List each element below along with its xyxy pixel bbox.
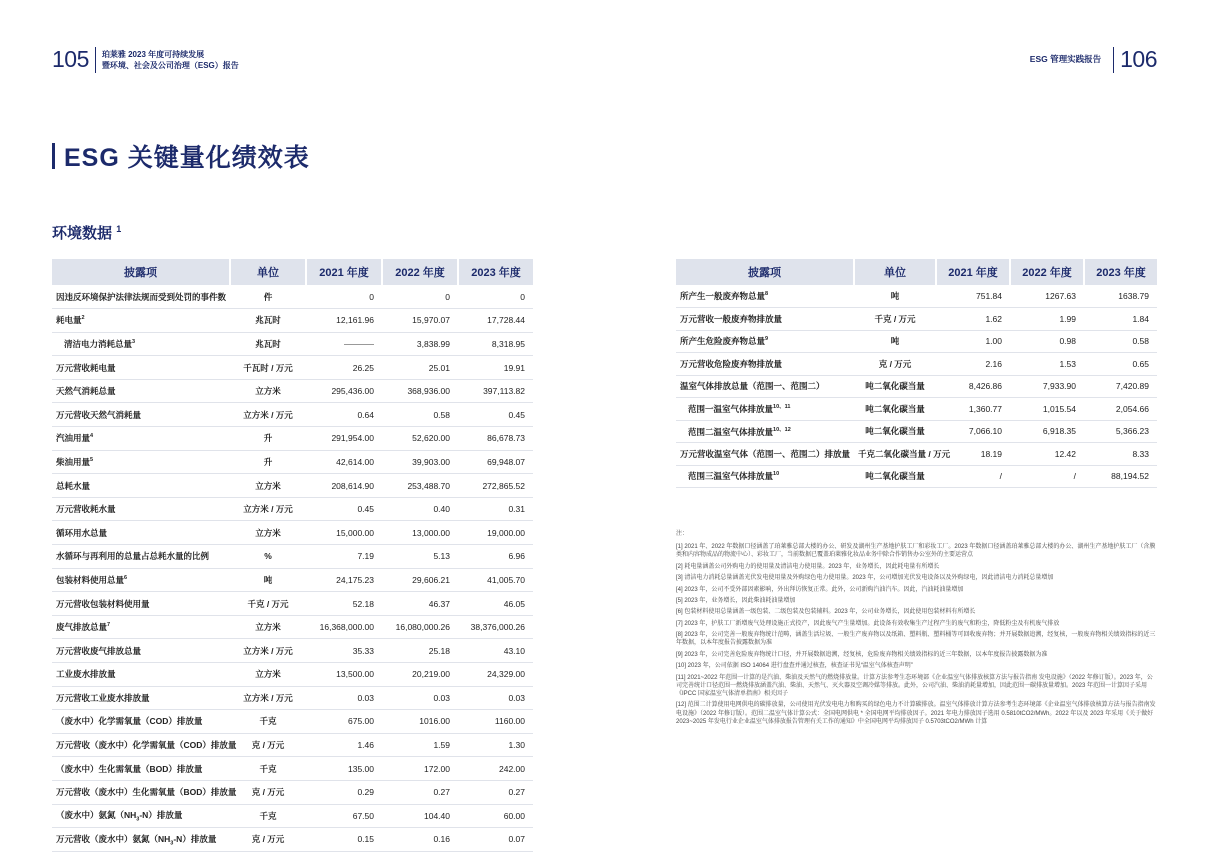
value-2021: 0.29 <box>306 780 382 804</box>
row-unit: 升 <box>230 427 306 451</box>
row-label <box>52 285 230 309</box>
table-row <box>52 356 533 380</box>
row-unit: 吨二氧化碳当量 <box>854 465 936 488</box>
header-unit: 单位 <box>230 259 306 285</box>
report-title <box>102 49 239 71</box>
row-label-text: 温室气体排放总量（范围一、范围二） <box>680 381 825 392</box>
table-row <box>52 285 533 309</box>
value-2023: 2,054.66 <box>1084 398 1157 421</box>
row-unit: 吨 <box>854 330 936 353</box>
footnote-item: [12] 范围二计算使用电网供电的碳排放量，公司使用光伏发电电力和购买的绿色电力不计算碳排放。温室气体排放计算方法参考生态环境部《企业温室气体排放核算方法与报告指南发电设施》（2022 年修订版）。范围二温室气体计算公式：全国电网供电 * 全国电网平均排放因子。2021 年电力排放因子选用 0.5810tCO2/MWh。2022 年以及 2023 年采用《关于做好 2023~2025 年发电行业企业温室气体排放报告管理有关工作的通知》中全国电网平均排放因子 0.5703tCO2/MWh 计算 <box>676 702 1156 725</box>
table-row <box>52 450 533 474</box>
value-2022: 0.98 <box>1010 330 1084 353</box>
row-label-text: 天然气消耗总量 <box>56 386 116 397</box>
header-2022: 2022 年度 <box>382 259 458 285</box>
row-unit: 克 / 万元 <box>230 780 306 804</box>
table-row <box>676 398 1157 421</box>
subscript-3: 3 <box>136 816 140 823</box>
value-2022: 39,903.00 <box>382 450 458 474</box>
footnote-ref: 2 <box>81 315 85 322</box>
value-2021: 26.25 <box>306 356 382 380</box>
row-label <box>52 309 230 333</box>
waste-emission-table <box>676 259 1157 488</box>
row-label <box>52 710 230 734</box>
header-2021: 2021 年度 <box>936 259 1010 285</box>
row-label-text: 万元营收天然气消耗量 <box>56 409 142 420</box>
value-2023: 88,194.52 <box>1084 465 1157 488</box>
value-2021: 291,954.00 <box>306 427 382 451</box>
table-row <box>52 615 533 639</box>
subscript-3: 3 <box>170 840 174 847</box>
row-label-text: 耗电量 <box>56 315 82 326</box>
table-row <box>52 733 533 757</box>
row-label <box>676 308 854 331</box>
row-label-text: 废气排放总量 <box>56 622 108 633</box>
value-2023: 17,728.44 <box>458 309 533 333</box>
row-unit: 立方米 / 万元 <box>230 497 306 521</box>
value-2023: 41,005.70 <box>458 568 533 592</box>
value-2021: 7,066.10 <box>936 420 1010 443</box>
row-label-text: 总耗水量 <box>56 480 91 491</box>
row-unit: 升 <box>230 450 306 474</box>
value-2021: 42,614.00 <box>306 450 382 474</box>
row-label-text: 万元营收耗水量 <box>56 504 116 515</box>
value-2021: 0.15 <box>306 828 382 852</box>
value-2023: 397,113.82 <box>458 379 533 403</box>
table-row <box>676 285 1157 308</box>
report-title-line1: 珀莱雅 2023 年度可持续发展 <box>101 49 205 59</box>
table-body <box>676 285 1157 488</box>
value-2021: 208,614.90 <box>306 474 382 498</box>
row-label-text: 万元营收耗电量 <box>56 362 116 373</box>
value-2022: 1.99 <box>1010 308 1084 331</box>
value-2023: 24,329.00 <box>458 663 533 687</box>
value-2023: 5,366.23 <box>1084 420 1157 443</box>
footnotes-heading: 注： <box>676 531 689 537</box>
footnotes-list <box>676 543 1157 726</box>
value-2021: 16,368,000.00 <box>306 615 382 639</box>
row-unit: 吨二氧化碳当量 <box>854 375 936 398</box>
row-label-text: 万元营收（废水中）氨氮$(NH_3-N)$排放量 <box>56 833 217 847</box>
value-2023: 19.91 <box>458 356 533 380</box>
table-row <box>52 521 533 545</box>
header-left <box>52 46 239 73</box>
table-row <box>52 379 533 403</box>
row-unit: 立方米 / 万元 <box>230 686 306 710</box>
footnote-item: [1] 2021 年、2022 年数据口径涵盖了珀莱雅总部大楼的办公、研发及湖州生产基地护肤工厂和彩妆工厂。2023 年数据口径涵盖珀莱雅总部大楼的办公、湖州生产基地护肤工厂（含膜类和内容物成品的物流中心）、彩妆工厂，当前数据已覆盖珀莱雅化妆品业务中除合作销售办公室外的主要运营点 <box>676 544 1156 559</box>
row-label <box>676 375 854 398</box>
value-2021: 8,426.86 <box>936 375 1010 398</box>
footnote-ref: 5 <box>90 457 94 464</box>
row-unit: 兆瓦时 <box>230 332 306 356</box>
row-unit: 吨 <box>854 285 936 308</box>
table-body <box>52 285 533 851</box>
value-2022: 16,080,000.26 <box>382 615 458 639</box>
value-2023: 0.07 <box>458 828 533 852</box>
value-2022: 1267.63 <box>1010 285 1084 308</box>
row-label-text: 万元营收（废水中）化学需氧量（COD）排放量 <box>56 740 237 751</box>
report-title-line2: 暨环境、社会及公司治理（ESG）报告 <box>101 60 239 70</box>
row-unit: 立方米 / 万元 <box>230 403 306 427</box>
row-label-text: （废水中）化学需氧量（COD）排放量 <box>56 716 203 727</box>
row-label <box>52 474 230 498</box>
row-label-text: 范围三温室气体排放量 <box>688 471 774 482</box>
value-2022: 0.27 <box>382 780 458 804</box>
row-label <box>676 285 854 308</box>
chapter-title: ESG 管理实践报告 <box>1029 54 1102 64</box>
value-2023: 60.00 <box>458 804 533 828</box>
value-2022: 104.40 <box>382 804 458 828</box>
table-row <box>52 497 533 521</box>
row-label-text: （废水中）氨氮$(NH_3-N)$排放量 <box>56 810 183 823</box>
row-label-text: 万元营收危险废弃物排放量 <box>680 358 783 369</box>
header-2022: 2022 年度 <box>1010 259 1084 285</box>
value-2023: 7,420.89 <box>1084 375 1157 398</box>
row-label <box>52 403 230 427</box>
row-label <box>52 615 230 639</box>
table-row <box>676 308 1157 331</box>
header-item: 披露项 <box>676 259 854 285</box>
table-row <box>52 592 533 616</box>
value-2021: 135.00 <box>306 757 382 781</box>
row-unit: 立方米 <box>230 663 306 687</box>
row-label-text: 万元营收一般废弃物排放量 <box>680 313 783 324</box>
value-2021: 13,500.00 <box>306 663 382 687</box>
value-2023: 0.31 <box>458 497 533 521</box>
footnote-ref: 4 <box>90 433 94 440</box>
value-2022: 1.59 <box>382 733 458 757</box>
value-2023: 69,948.07 <box>458 450 533 474</box>
environment-data-table <box>52 259 533 852</box>
row-label <box>52 379 230 403</box>
value-2023: 272,865.52 <box>458 474 533 498</box>
row-label-text: 所产生危险废弃物总量 <box>680 336 766 347</box>
row-label <box>52 568 230 592</box>
value-2021: 7.19 <box>306 545 382 569</box>
value-2021: 52.18 <box>306 592 382 616</box>
row-unit: 克 / 万元 <box>230 733 306 757</box>
row-label <box>52 450 230 474</box>
row-label <box>52 686 230 710</box>
table-header <box>676 259 1157 285</box>
footnote-ref: 3 <box>132 339 136 346</box>
value-2022: 253,488.70 <box>382 474 458 498</box>
value-2023: 242.00 <box>458 757 533 781</box>
value-2022: 1.53 <box>1010 353 1084 376</box>
value-2023: 0.58 <box>1084 330 1157 353</box>
value-2021: 0 <box>306 285 382 309</box>
value-2022: 368,936.00 <box>382 379 458 403</box>
value-2023: 6.96 <box>458 545 533 569</box>
header-2023: 2023 年度 <box>458 259 533 285</box>
row-unit: 千克 <box>230 710 306 734</box>
row-unit: % <box>230 545 306 569</box>
value-2023: 86,678.73 <box>458 427 533 451</box>
row-label-text: （废水中）生化需氧量（BOD）排放量 <box>56 763 203 774</box>
value-2022: 25.18 <box>382 639 458 663</box>
value-2022: 7,933.90 <box>1010 375 1084 398</box>
page-number-left: 105 <box>52 46 89 72</box>
table-row <box>52 780 533 804</box>
value-2023: 19,000.00 <box>458 521 533 545</box>
row-label <box>52 757 230 781</box>
header-right <box>1030 46 1157 73</box>
table-row <box>676 465 1157 488</box>
row-label <box>52 332 230 356</box>
value-2023: 1.84 <box>1084 308 1157 331</box>
table-row <box>52 309 533 333</box>
value-2022: 0 <box>382 285 458 309</box>
row-unit: 立方米 <box>230 521 306 545</box>
table-row <box>52 804 533 828</box>
row-unit: 兆瓦时 <box>230 309 306 333</box>
value-2021: 24,175.23 <box>306 568 382 592</box>
footnote-ref: 10、11 <box>773 404 791 411</box>
section-title <box>52 222 121 243</box>
row-label <box>676 465 854 488</box>
footnote-item: [8] 2023 年，公司完善一般废弃物统计范畴，涵盖生活垃圾、一般生产废弃物以及纸箱、塑料瓶、塑料桶等可回收废弃物；并开展数据追溯，经复核，一般废弃物相关绩效指标的近三年数据，以本年度报告披露数据为准 <box>676 632 1156 647</box>
page-number-right: 106 <box>1120 46 1157 72</box>
row-label-text: 所产生一般废弃物总量 <box>680 291 766 301</box>
row-label <box>676 398 854 421</box>
value-2021: 12,161.96 <box>306 309 382 333</box>
row-unit: 千瓦时 / 万元 <box>230 356 306 380</box>
title-accent-bar <box>52 143 55 169</box>
row-label-text: 范围二温室气体排放量 <box>688 426 774 437</box>
value-2023: 1160.00 <box>458 710 533 734</box>
value-2021: 15,000.00 <box>306 521 382 545</box>
value-2023: 0.45 <box>458 403 533 427</box>
row-label <box>676 443 854 466</box>
row-unit: 克 / 万元 <box>854 353 936 376</box>
row-label-text: 清洁电力消耗总量 <box>64 338 133 349</box>
value-2021: 1.62 <box>936 308 1010 331</box>
table-row <box>52 545 533 569</box>
row-unit: 吨 <box>230 568 306 592</box>
value-2022: 12.42 <box>1010 443 1084 466</box>
row-label <box>52 545 230 569</box>
value-2023: 1.30 <box>458 733 533 757</box>
table-row <box>676 330 1157 353</box>
row-label-text: 范围一温室气体排放量 <box>688 404 774 415</box>
table-row <box>52 757 533 781</box>
footnote-ref: 9 <box>765 336 769 343</box>
value-2023: 0.27 <box>458 780 533 804</box>
footnote-ref: 10、12 <box>773 426 791 433</box>
row-unit: 千克 / 万元 <box>230 592 306 616</box>
value-2023: 0.03 <box>458 686 533 710</box>
section-title-text: 环境数据 <box>52 225 113 242</box>
value-2021: 0.03 <box>306 686 382 710</box>
value-2023: 0.65 <box>1084 353 1157 376</box>
row-unit: 吨二氧化碳当量 <box>854 420 936 443</box>
row-unit: 件 <box>230 285 306 309</box>
value-2022: / <box>1010 465 1084 488</box>
row-label <box>676 420 854 443</box>
footnote-item: [2] 耗电量涵盖公司外购电力的使用量及清洁电力使用量。2023 年，业务增长，因此耗电量有所增长 <box>676 563 940 570</box>
value-2021: 67.50 <box>306 804 382 828</box>
value-2021: 2.16 <box>936 353 1010 376</box>
row-label <box>52 804 230 828</box>
table-row <box>52 568 533 592</box>
footnote-ref: 10 <box>773 471 780 478</box>
table-row <box>52 828 533 852</box>
value-2022: 172.00 <box>382 757 458 781</box>
value-2023: 43.10 <box>458 639 533 663</box>
row-label-text: 万元营收工业废水排放量 <box>56 692 150 703</box>
row-unit: 立方米 <box>230 615 306 639</box>
row-label-text: 工业废水排放量 <box>56 669 116 680</box>
row-unit: 千克 <box>230 804 306 828</box>
row-label <box>52 592 230 616</box>
row-unit: 立方米 / 万元 <box>230 639 306 663</box>
header-divider-left <box>95 47 96 73</box>
row-label <box>52 828 230 852</box>
value-2023: 8,318.95 <box>458 332 533 356</box>
row-unit: 立方米 <box>230 474 306 498</box>
row-label <box>676 353 854 376</box>
value-2022: 25.01 <box>382 356 458 380</box>
header-2023: 2023 年度 <box>1084 259 1157 285</box>
value-2021: 35.33 <box>306 639 382 663</box>
value-2022: 52,620.00 <box>382 427 458 451</box>
table-row <box>676 353 1157 376</box>
row-label <box>52 663 230 687</box>
value-2021: 751.84 <box>936 285 1010 308</box>
value-2023: 8.33 <box>1084 443 1157 466</box>
value-2022: 0.16 <box>382 828 458 852</box>
row-unit: 千克 / 万元 <box>854 308 936 331</box>
table-row <box>676 420 1157 443</box>
value-2022: 0.40 <box>382 497 458 521</box>
row-label-text: 水循环与再利用的总量占总耗水量的比例 <box>56 551 210 562</box>
footnote-item: [7] 2023 年，护肤工厂新增废气处理设施正式投产，因此废气产生量增加。此设备有效收集生产过程产生的废气和粉尘，降低粉尘及有机废气排放 <box>676 620 1060 627</box>
footnote-item: [3] 清洁电力消耗总量涵盖光伏发电使用量及外购绿色电力使用量。2023 年，公司增加光伏发电设备以及外购绿电，因此清洁电力消耗总量增加 <box>676 575 1054 582</box>
row-label <box>52 521 230 545</box>
row-label-text: 万元营收包装材料使用量 <box>56 598 150 609</box>
table-row <box>52 427 533 451</box>
value-2022: 46.37 <box>382 592 458 616</box>
row-label-text: 汽油用量 <box>56 433 91 444</box>
value-2022: 1016.00 <box>382 710 458 734</box>
row-label <box>52 427 230 451</box>
page-title-text: ESG 关键量化绩效表 <box>64 144 310 172</box>
table-row <box>52 710 533 734</box>
value-2022: 6,918.35 <box>1010 420 1084 443</box>
footnote-item: [10] 2023 年，公司依据 ISO 14064 进行盘查并通过核查，核查证书见“温室气体核查声明” <box>676 663 913 670</box>
value-2022: 13,000.00 <box>382 521 458 545</box>
table-row <box>52 663 533 687</box>
row-label <box>52 733 237 757</box>
value-2021: 0.64 <box>306 403 382 427</box>
header-item: 披露项 <box>52 259 230 285</box>
value-2021: 0.45 <box>306 497 382 521</box>
footnotes <box>676 530 1157 729</box>
row-label-text: 万元营收废气排放总量 <box>56 645 142 656</box>
value-2021 <box>306 332 382 356</box>
value-2021: 1.00 <box>936 330 1010 353</box>
value-2021: 1.46 <box>306 733 382 757</box>
value-2021: 295,436.00 <box>306 379 382 403</box>
row-unit: 千克二氧化碳当量 / 万元 <box>854 443 936 466</box>
value-2022: 15,970.07 <box>382 309 458 333</box>
value-2022: 3,838.99 <box>382 332 458 356</box>
footnote-item: [4] 2023 年，公司不受外部因素影响，外出拜访恢复正常。此外，公司新购汽油汽车。因此，汽油耗油量增加 <box>676 586 964 593</box>
row-label-text: 万元营收（废水中）生化需氧量（BOD）排放量 <box>56 787 237 798</box>
row-unit: 吨二氧化碳当量 <box>854 398 936 421</box>
footnote-ref: 8 <box>765 291 769 298</box>
row-label <box>52 356 230 380</box>
row-label-text: 因违反环境保护法律法规而受到处罚的事件数 <box>56 291 227 302</box>
value-2023: 46.05 <box>458 592 533 616</box>
row-label <box>52 639 230 663</box>
value-2021: 18.19 <box>936 443 1010 466</box>
value-2021: 675.00 <box>306 710 382 734</box>
footnote-item: [11] 2021~2022 年范围一计算的是汽油、柴油及天然气的燃烧排放量。计算方法参考生态环境部《企业温室气体排放核算方法与报告指南 发电设施》（2022 年修订版）。2023 年，公司完善统计口径范围一燃烧排放涵盖汽油、柴油、天然气、灭火器及空调冷媒等排放。此外，公司汽油、柴油消耗量增加，因此范围一碳排放量增加。2023 年范围一计算因子采用《IPCC 国家温室气体清单指南》相关因子 <box>676 674 1153 697</box>
table-row <box>676 375 1157 398</box>
table-row <box>52 403 533 427</box>
row-label <box>52 497 230 521</box>
footnote-ref: 6 <box>124 575 128 582</box>
row-unit: 立方米 <box>230 379 306 403</box>
value-2023: 38,376,000.26 <box>458 615 533 639</box>
page-title <box>52 138 310 174</box>
footnote-item: [6] 包装材料使用总量涵盖一级包装、二级包装及包装辅料。2023 年，公司业务增长，因此使用包装材料有所增长 <box>676 609 976 616</box>
table-row <box>52 686 533 710</box>
value-2022: 1,015.54 <box>1010 398 1084 421</box>
value-2022: 5.13 <box>382 545 458 569</box>
value-2021: / <box>936 465 1010 488</box>
table-row <box>676 443 1157 466</box>
value-2022: 0.03 <box>382 686 458 710</box>
value-2023: 1638.79 <box>1084 285 1157 308</box>
table-row <box>52 639 533 663</box>
row-label-text: 循环用水总量 <box>56 527 108 538</box>
footnote-item: [5] 2023 年，业务增长，因此柴油耗油量增加 <box>676 597 796 604</box>
row-label-text: 包装材料使用总量 <box>56 574 125 585</box>
empty-value-dash <box>344 344 374 345</box>
header-divider-right <box>1113 47 1114 73</box>
row-label-text: 万元营收温室气体（范围一、范围二）排放量 <box>680 448 851 459</box>
footnote-ref: 7 <box>107 622 111 629</box>
value-2023: 0 <box>458 285 533 309</box>
value-2022: 20,219.00 <box>382 663 458 687</box>
row-label <box>52 780 237 804</box>
value-2022: 29,606.21 <box>382 568 458 592</box>
value-2021: 1,360.77 <box>936 398 1010 421</box>
header-2021: 2021 年度 <box>306 259 382 285</box>
footnote-item: [9] 2023 年，公司完善危险废弃物统计口径，并开展数据追溯，经复核，危险废弃物相关绩效指标的近三年数据，以本年度报告披露数据为准 <box>676 651 1048 658</box>
table-header <box>52 259 533 285</box>
header-unit: 单位 <box>854 259 936 285</box>
row-label-text: 柴油用量 <box>56 456 91 467</box>
row-label <box>676 330 854 353</box>
table-row <box>52 332 533 356</box>
value-2022: 0.58 <box>382 403 458 427</box>
section-title-note: 1 <box>116 224 122 234</box>
row-unit: 千克 <box>230 757 306 781</box>
table-row <box>52 474 533 498</box>
row-unit: 克 / 万元 <box>230 828 306 852</box>
